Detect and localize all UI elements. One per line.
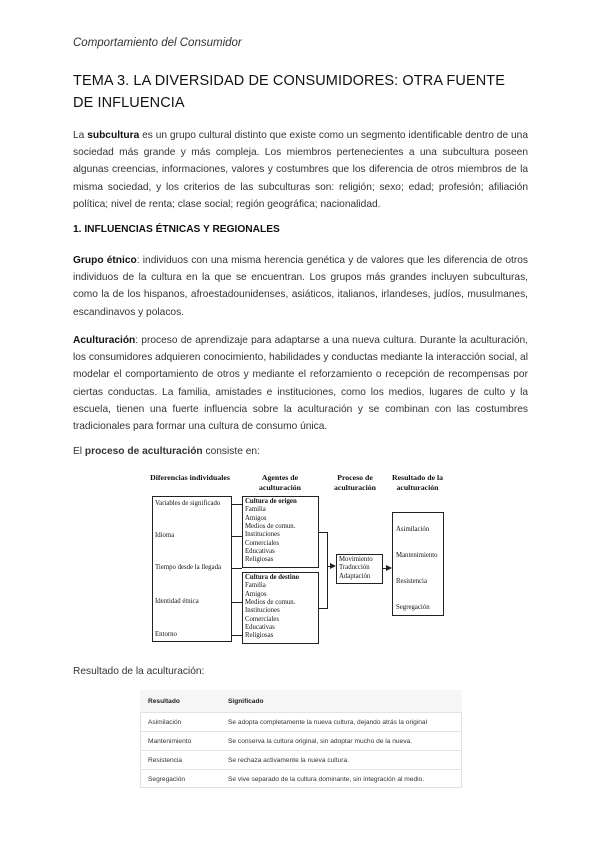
destination-item: Medios de comun. — [245, 598, 296, 606]
result-table-label: Resultado de la aculturación: — [73, 666, 205, 677]
table-cell: Se conserva la cultura original, sin adoptar mucho de la nueva. — [220, 732, 462, 751]
destination-item: Instituciones — [245, 607, 280, 615]
process-item: Movimiento — [339, 556, 373, 563]
origin-item: Instituciones — [245, 531, 280, 539]
acculturation-diagram — [150, 468, 450, 644]
intro-paragraph: La subcultura es un grupo cultural distinto que existe como un segmento identificable dentro de una sociedad más grande y más compleja. Los miembros pertenecientes a una subcultura poseen algunas creencias, informaciones, valores y costumbres que los diferencia de otros miembros de la misma sociedad, y los criterios de las subculturas son: religión; sexo; edad; profesión; afiliación política; nivel de renta; clase social; región geográfica; nacionalidad. — [73, 130, 528, 210]
table-cell: Se rechaza activamente la nueva cultura. — [220, 751, 462, 770]
diagram-col2-title: Agentes de aculturación — [258, 473, 301, 492]
table-row — [140, 770, 462, 789]
table-header: Significado — [220, 690, 462, 713]
individual-item: Idioma — [155, 532, 175, 539]
result-item: Asimilación — [396, 526, 430, 533]
table-header: Resultado — [140, 690, 220, 713]
table-header-row — [140, 690, 462, 713]
origin-item: Comerciales — [245, 539, 279, 547]
destination-item: Educativas — [245, 623, 275, 631]
origin-item: Amigos — [245, 514, 267, 522]
table-cell: Asimilación — [140, 713, 220, 732]
term-aculturacion: Aculturación — [73, 335, 136, 346]
table-row — [140, 732, 462, 751]
table-row — [140, 751, 462, 770]
process-item: Traducción — [339, 564, 370, 572]
table-cell: Se adopta completamente la nueva cultura, dejando atrás la original — [220, 713, 462, 732]
result-item: Segregación — [396, 604, 430, 611]
proceso-intro: El proceso de aculturación consiste en: — [73, 446, 260, 457]
term-subcultura: subcultura — [87, 130, 140, 141]
origin-item: Medios de comun. — [245, 522, 296, 530]
result-table — [140, 690, 462, 788]
individual-item: Identidad étnica — [155, 598, 199, 605]
origin-item: Educativas — [245, 547, 275, 555]
diagram-col1-title: Diferencias individuales — [150, 473, 230, 482]
destination-title: Cultura de destino — [245, 574, 300, 581]
table-cell: Segregación — [140, 770, 220, 789]
individual-item: Variables de significado — [155, 500, 221, 507]
grupo-paragraph: Grupo étnico: individuos con una misma herencia genética y de valores que les diferencia de otros individuos de la cultura en la que se encuentran. Los grupos más grandes incluyen subculturas, como la de los hispanos, afroestadounidenses, asiáticos, italianos, irlandeses, judíos, musulmanes, escandinavos y polacos. — [73, 255, 528, 318]
result-item: Mantenimiento — [396, 552, 438, 559]
diagram-col4-title: Resultado de la aculturación — [391, 473, 444, 492]
destination-item: Familia — [245, 582, 266, 590]
destination-item: Religiosas — [245, 632, 274, 640]
destination-item: Amigos — [245, 590, 267, 598]
origin-item: Familia — [245, 506, 266, 514]
table-cell: Mantenimiento — [140, 732, 220, 751]
table-cell: Se vive separado de la cultura dominante, sin integración al medio. — [220, 770, 462, 789]
diagram-col3-title: Proceso de aculturación — [333, 473, 376, 492]
document-header: Comportamiento del Consumidor — [73, 37, 242, 49]
origin-item: Religiosas — [245, 556, 274, 564]
table-row — [140, 713, 462, 732]
table-cell: Resistencia — [140, 751, 220, 770]
section-heading: 1. INFLUENCIAS ÉTNICAS Y REGIONALES — [73, 224, 280, 235]
process-item: Adaptación — [339, 572, 371, 580]
individual-item: Entorno — [155, 631, 177, 638]
aculturacion-paragraph: Aculturación: proceso de aprendizaje para adaptarse a una nueva cultura. Durante la aculturación, los consumidores adquieren conocimiento, habilidades y conductas mediante la interacción social, al modelar el comportamiento de otros y mediante el reforzamiento o recepción de recompensas por ciertas conductas. La familia, amistades e instituciones, como los medios, lugares de culto y la escuela, tienen una fuerte influencia sobre la aculturación y se combinan con las costumbres tradicionales para formar una cultura de consumo única. — [73, 335, 528, 433]
destination-item: Comerciales — [245, 615, 279, 623]
term-grupo-etnico: Grupo étnico — [73, 255, 137, 266]
page-title: TEMA 3. LA DIVERSIDAD DE CONSUMIDORES: OTRA FUENTE DE INFLUENCIA — [73, 73, 506, 111]
result-item: Resistencia — [396, 578, 427, 585]
individual-item: Tiempo desde la llegada — [155, 564, 222, 571]
origin-title: Cultura de origen — [245, 498, 297, 505]
